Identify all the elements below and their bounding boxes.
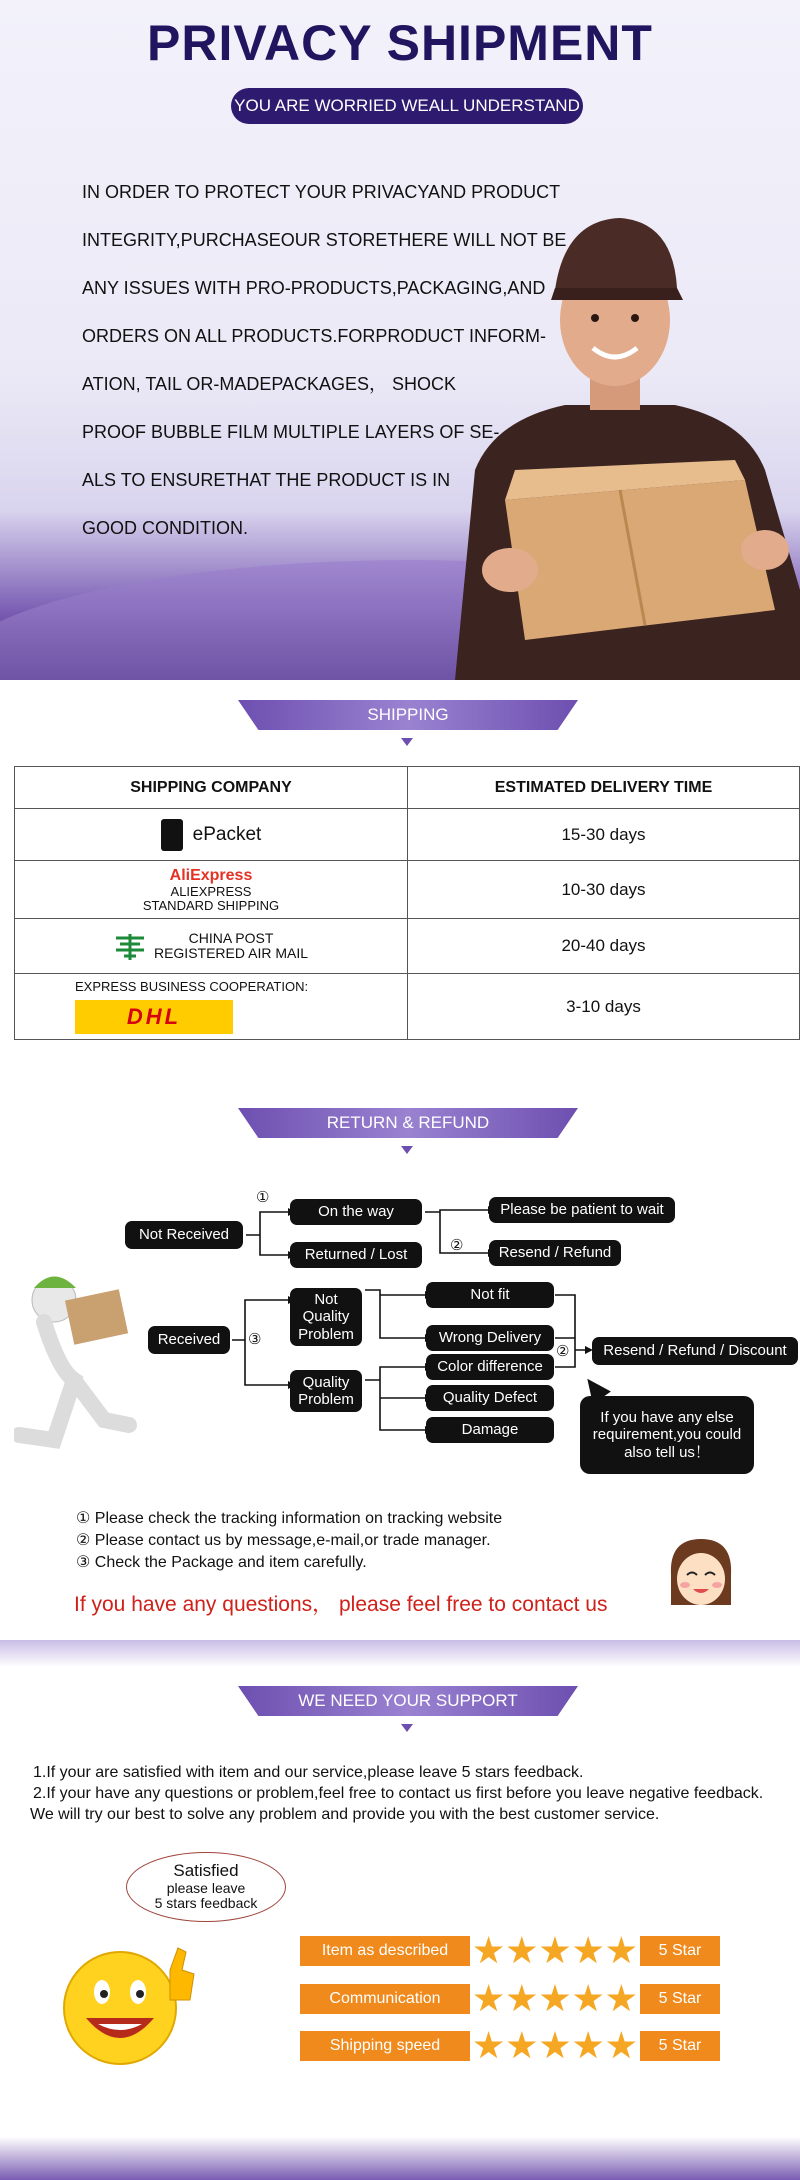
return-refund-section — [0, 1080, 800, 1640]
support-text — [30, 1762, 790, 1825]
step-two-marker: ② — [556, 1343, 570, 1360]
table-row — [15, 809, 800, 861]
rating-value: 5 Star — [640, 1984, 720, 2014]
hero-line: ATION, TAIL OR-MADEPACKAGES， SHOCK — [82, 374, 457, 394]
hero-subtitle-pill: YOU ARE WORRIED WEALL UNDERSTAND — [231, 88, 583, 124]
five-stars-icon — [472, 1936, 638, 1966]
delivery-time: 10-30 days — [408, 861, 800, 919]
privacy-shipment-section — [0, 0, 800, 680]
epacket-logo-icon — [161, 819, 183, 851]
resend-refund-discount-node: Resend / Refund / Discount — [592, 1337, 798, 1365]
hero-line: ANY ISSUES WITH PRO-PRODUCTS,PACKAGING,AND — [82, 278, 546, 298]
hero-line: GOOD CONDITION. — [82, 518, 248, 538]
on-the-way-node: On the way — [290, 1199, 422, 1225]
shipping-table — [14, 766, 800, 1040]
delivery-man-image — [415, 170, 800, 680]
company-name: ALIEXPRESS STANDARD SHIPPING — [142, 883, 280, 913]
delivery-time: 3-10 days — [408, 974, 800, 1040]
support-paragraph: 2.If your have any questions or problem,feel free to contact us first before you leave negative feedback. We will try our best to solve any problem and provide you with the best customer service. — [30, 1785, 764, 1823]
note-line: ③ Check the Package and item carefully. — [76, 1554, 367, 1571]
company-name: CHINA POST REGISTERED AIR MAIL — [153, 930, 309, 961]
satisfied-bubble — [126, 1852, 286, 1922]
step-three-marker: ③ — [248, 1331, 262, 1348]
patient-node: Please be patient to wait — [489, 1197, 675, 1223]
bubble-text: please leave 5 stars feedback — [154, 1880, 258, 1911]
resend-refund-node: Resend / Refund — [489, 1240, 621, 1266]
shipping-banner — [238, 700, 578, 730]
refund-notes — [76, 1508, 502, 1574]
support-paragraph: 1.If your are satisfied with item and our service,please leave 5 stars feedback. — [33, 1764, 584, 1781]
rating-value: 5 Star — [640, 2031, 720, 2061]
rating-value: 5 Star — [640, 1936, 720, 1966]
hero-line: PROOF BUBBLE FILM MULTIPLE LAYERS OF SE- — [82, 422, 500, 442]
note-line: ① Please check the tracking information on tracking website — [76, 1510, 503, 1527]
down-arrow-icon — [401, 1724, 413, 1732]
company-cell — [15, 919, 408, 974]
support-banner — [238, 1686, 578, 1716]
received-node: Received — [148, 1326, 230, 1354]
dhl-logo: DHL — [75, 1000, 233, 1034]
quality-problem-node: Quality Problem — [290, 1370, 362, 1412]
shipping-banner-label: SHIPPING — [367, 705, 449, 724]
hero-line: ORDERS ON ALL PRODUCTS.FORPRODUCT INFORM- — [82, 326, 547, 346]
page-title: PRIVACY SHIPMENT — [147, 15, 653, 71]
delivery-time: 15-30 days — [408, 809, 800, 861]
quality-defect-node: Quality Defect — [426, 1385, 554, 1411]
delivery-time: 20-40 days — [408, 919, 800, 974]
table-header-row — [15, 767, 800, 809]
table-row — [15, 974, 800, 1040]
note-line: ② Please contact us by message,e-mail,or trade manager. — [76, 1532, 491, 1549]
down-arrow-icon — [401, 738, 413, 746]
contact-us-text: If you have any questions， please feel free to contact us — [74, 1593, 608, 1616]
rating-label: Communication — [300, 1984, 470, 2014]
five-stars-icon — [472, 2031, 638, 2061]
hero-line: IN ORDER TO PROTECT YOUR PRIVACYAND PRODUCT — [82, 182, 561, 202]
support-banner-label: WE NEED YOUR SUPPORT — [298, 1691, 518, 1710]
not-quality-problem-node: Not Quality Problem — [290, 1288, 362, 1346]
company-cell — [15, 809, 408, 861]
wrong-delivery-node: Wrong Delivery — [426, 1325, 554, 1351]
china-post-logo-icon — [114, 930, 146, 962]
support-section — [0, 1640, 800, 2180]
company-cell — [15, 974, 408, 1040]
rating-label: Item as described — [300, 1936, 470, 1966]
table-row — [15, 919, 800, 974]
returned-lost-node: Returned / Lost — [290, 1242, 422, 1268]
hero-line: ALS TO ENSURETHAT THE PRODUCT IS IN — [82, 470, 451, 490]
return-refund-banner-label: RETURN & REFUND — [326, 1113, 490, 1132]
color-difference-node: Color difference — [426, 1354, 554, 1380]
support-girl-icon — [665, 1535, 737, 1615]
hero-line: INTEGRITY,PURCHASEOUR STORETHERE WILL NOT BE — [82, 230, 567, 250]
not-received-node: Not Received — [125, 1221, 243, 1249]
else-requirement-bubble: If you have any else requirement,you could also tell us！ — [580, 1396, 754, 1474]
rating-label: Shipping speed — [300, 2031, 470, 2061]
table-row — [15, 861, 800, 919]
five-stars-icon — [472, 1984, 638, 2014]
bubble-title: Satisfied — [173, 1861, 239, 1880]
company-cell — [15, 861, 408, 919]
damage-node: Damage — [426, 1417, 554, 1443]
step-two-marker: ② — [450, 1237, 464, 1254]
shipping-section — [0, 680, 800, 1080]
step-one-marker: ① — [256, 1189, 270, 1206]
column-header: SHIPPING COMPANY — [15, 767, 408, 809]
courier-figure-image — [14, 1260, 144, 1500]
smiley-thumbs-up-icon — [58, 1940, 198, 2070]
not-fit-node: Not fit — [426, 1282, 554, 1308]
company-name: ePacket — [192, 823, 262, 845]
column-header: ESTIMATED DELIVERY TIME — [408, 767, 800, 809]
aliexpress-logo: AliExpress — [169, 866, 253, 884]
company-name: EXPRESS BUSINESS COOPERATION: — [75, 979, 309, 994]
